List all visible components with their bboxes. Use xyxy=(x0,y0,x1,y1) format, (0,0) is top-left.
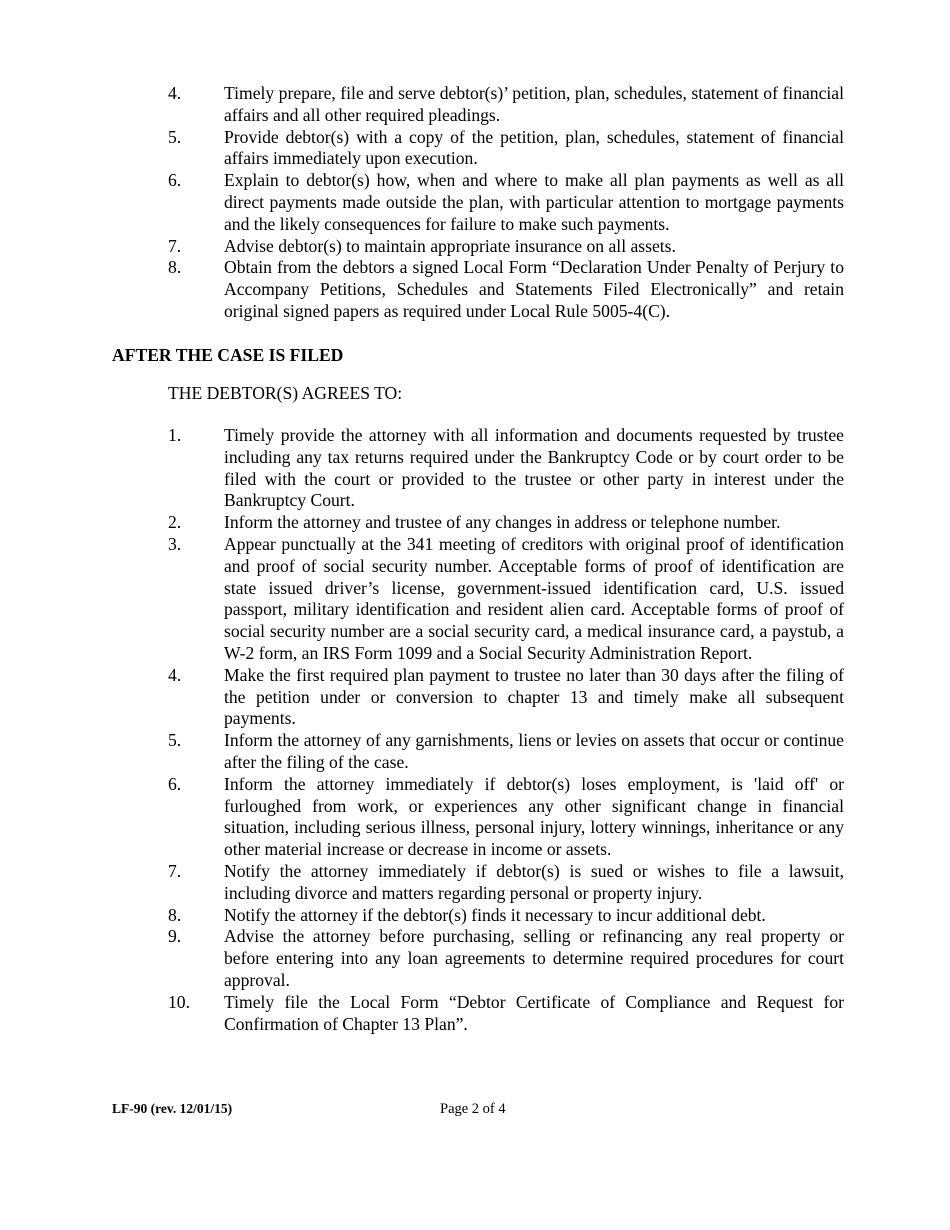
item-number: 6. xyxy=(168,773,182,794)
section-heading: AFTER THE CASE IS FILED xyxy=(112,345,344,365)
item-text: Inform the attorney and trustee of any changes in address or telephone number. xyxy=(224,512,781,533)
item-number: 5. xyxy=(168,126,182,147)
item-text: Inform the attorney of any garnishments, liens or levies on assets that occur or continue after the filing of the case. xyxy=(224,730,844,772)
list-item xyxy=(168,992,844,1036)
list-item xyxy=(168,127,844,171)
item-number: 8. xyxy=(168,904,182,925)
item-text: Make the first required plan payment to trustee no later than 30 days after the filing of the petition under or conversion to chapter 13 and timely make all subsequent payments. xyxy=(224,664,844,729)
item-text: Notify the attorney immediately if debtor(s) is sued or wishes to file a lawsuit, including divorce and matters regarding personal or property injury. xyxy=(224,860,844,903)
item-number: 3. xyxy=(168,533,182,554)
list-item xyxy=(168,257,844,322)
item-number: 9. xyxy=(168,926,182,947)
item-text: Timely prepare, file and serve debtor(s)’ petition, plan, schedules, statement of financial affairs and all other required pleadings. xyxy=(224,83,844,125)
item-text: Timely file the Local Form “Debtor Certificate of Compliance and Request for Confirmation of Chapter 13 Plan”. xyxy=(224,991,844,1034)
item-number: 4. xyxy=(168,83,182,103)
item-text: Obtain from the debtors a signed Local Form “Declaration Under Penalty of Perjury to Accompany Petitions, Schedules and Statements Filed Electronically” and retain original signed papers as required under Local Rule 5005-4(C). xyxy=(224,257,844,321)
item-number: 5. xyxy=(168,730,182,751)
item-number: 7. xyxy=(168,860,182,881)
item-text: Timely provide the attorney with all information and documents requested by trustee including any tax returns required under the Bankruptcy Code or by court order to be filed with the court or provided to the trustee or other party in interest under the Bankruptcy Court. xyxy=(224,425,844,511)
section-subheading: THE DEBTOR(S) AGREES TO: xyxy=(168,383,403,403)
list-item xyxy=(168,665,844,730)
item-text: Advise the attorney before purchasing, selling or refinancing any real property or before entering into any loan agreements to determine required procedures for court approval. xyxy=(224,926,844,990)
item-number: 10. xyxy=(168,991,190,1012)
list-item xyxy=(168,774,844,861)
item-number: 2. xyxy=(168,512,182,533)
item-text: Explain to debtor(s) how, when and where to make all plan payments as well as all direct payments made outside the plan, with particular attention to mortgage payments and the likely consequences for failure to make such payments. xyxy=(224,170,844,234)
debtor-duties-list xyxy=(168,425,844,1035)
list-item xyxy=(168,926,844,991)
item-text: Advise debtor(s) to maintain appropriate insurance on all assets. xyxy=(224,235,676,256)
item-text: Provide debtor(s) with a copy of the petition, plan, schedules, statement of financial affairs immediately upon execution. xyxy=(224,126,844,169)
list-item xyxy=(168,236,844,258)
attorney-duties-list xyxy=(168,83,844,323)
form-revision-label: LF-90 (rev. 12/01/15) xyxy=(112,1101,233,1116)
item-text: Notify the attorney if the debtor(s) finds it necessary to incur additional debt. xyxy=(224,904,766,925)
item-number: 6. xyxy=(168,170,182,191)
list-item xyxy=(168,905,844,927)
list-item xyxy=(168,512,844,534)
list-item xyxy=(168,730,844,774)
list-item xyxy=(168,861,844,905)
item-number: 1. xyxy=(168,425,182,445)
item-number: 7. xyxy=(168,235,182,256)
item-text: Inform the attorney immediately if debtor(s) loses employment, is 'laid off' or furloughed from work, or experiences any other significant change in financial situation, including serious illness, personal injury, lottery winnings, inheritance or any other material increase or decrease in income or assets. xyxy=(224,773,844,860)
list-item xyxy=(168,425,844,512)
item-number: 8. xyxy=(168,257,182,278)
list-item xyxy=(168,170,844,235)
page-number: Page 2 of 4 xyxy=(440,1101,506,1117)
item-text: Appear punctually at the 341 meeting of creditors with original proof of identification and proof of social security number. Acceptable forms of proof of identification are state issued driver’s license, government-issued identification card, U.S. issued passport, military identification and resident alien card. Acceptable forms of proof of social security number are a social security card, a medical insurance card, a paystub, a W-2 form, an IRS Form 1099 and a Social Security Administration Report. xyxy=(224,533,844,663)
item-number: 4. xyxy=(168,664,182,685)
list-item xyxy=(168,534,844,665)
list-item xyxy=(168,83,844,127)
